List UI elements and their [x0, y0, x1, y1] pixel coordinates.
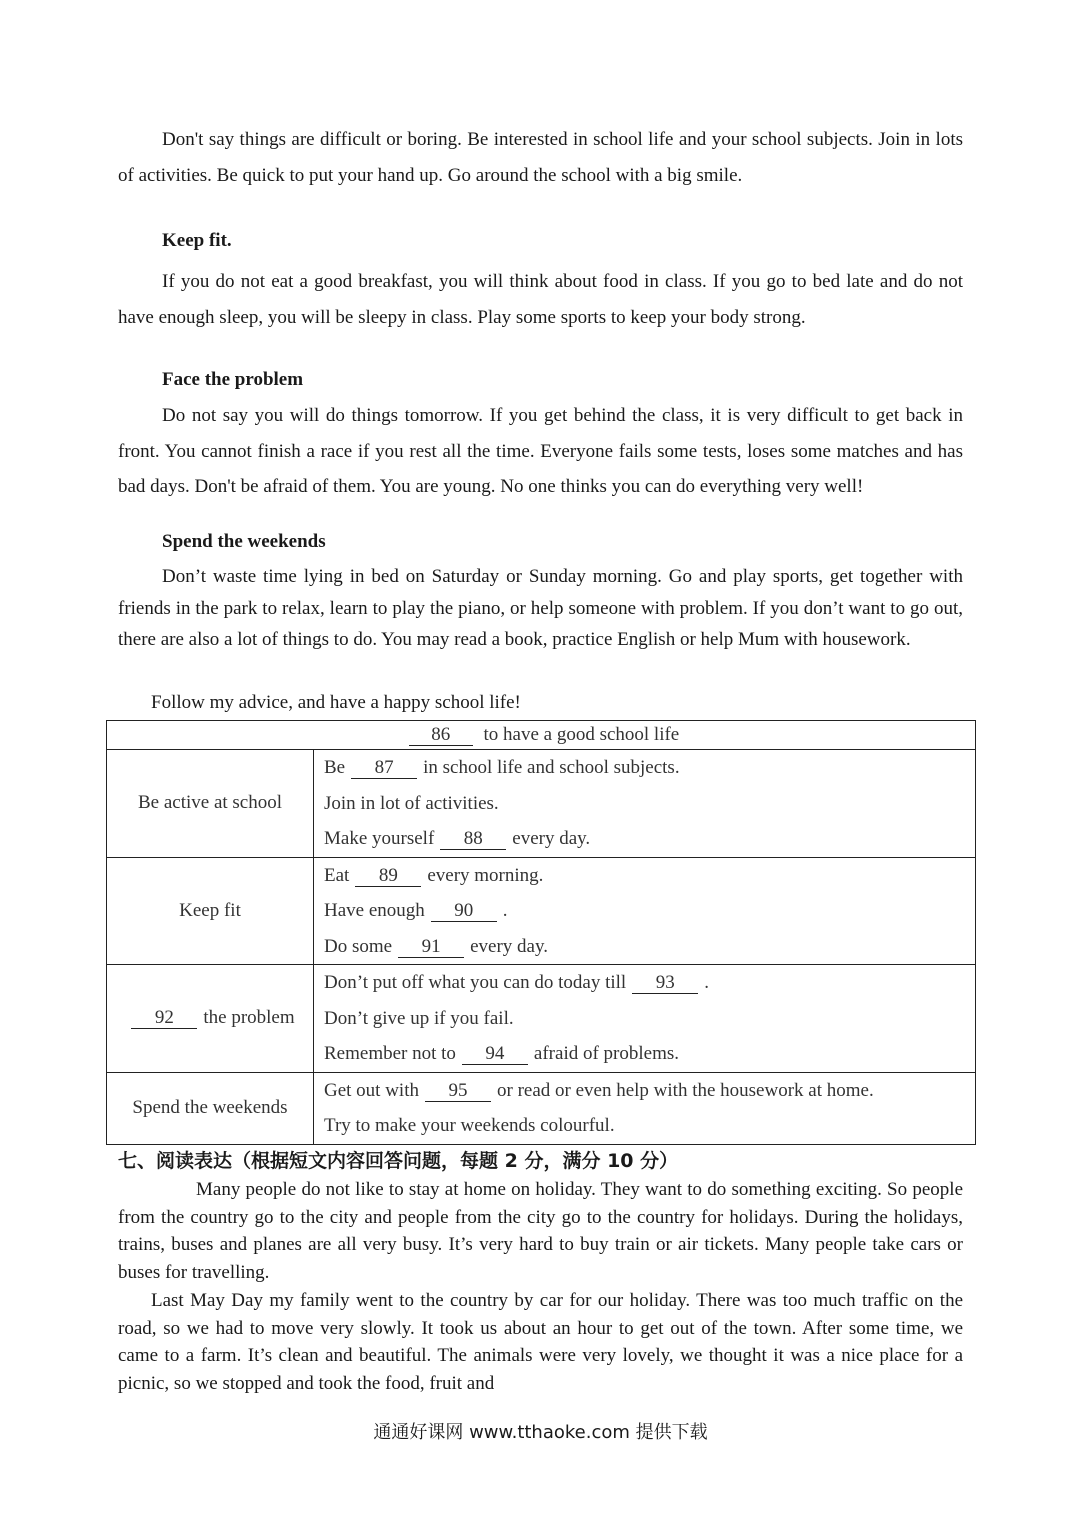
row-label: Be active at school	[137, 792, 283, 814]
blank-88[interactable]: 88	[440, 829, 506, 850]
summary-table	[106, 720, 976, 1145]
line-text-before: Do some	[324, 935, 393, 957]
line-text-after: .	[704, 972, 709, 993]
blank-93[interactable]: 93	[632, 973, 698, 994]
blank-87[interactable]: 87	[351, 758, 417, 779]
blank-92[interactable]: 92	[131, 1008, 197, 1029]
row-label: the problem	[203, 1007, 295, 1029]
table-line	[324, 858, 975, 894]
heading-keep-fit: Keep fit.	[162, 230, 232, 251]
row-content-cell	[314, 750, 976, 858]
line-text-after: every day.	[470, 935, 548, 957]
line-text-before: Be	[324, 757, 346, 778]
row-content-cell	[314, 965, 976, 1073]
table-line	[324, 750, 975, 786]
row-label-cell	[107, 750, 314, 858]
row-content-cell	[314, 857, 976, 965]
line-text-before: Join in lot of activities.	[324, 792, 499, 814]
row-label: Spend the weekends	[132, 1097, 288, 1118]
heading-face-the-problem: Face the problem	[162, 369, 304, 390]
line-text-before: Don’t give up if you fail.	[324, 1007, 514, 1029]
footer-watermark: 通通好课网 www.tthaoke.com 提供下载	[373, 1422, 708, 1443]
table-line	[324, 786, 975, 822]
section-7-paragraph-1: Many people do not like to stay at home on holiday. They want to do something exciting. So people from the country go to the city and people from the city go to the country for holidays. During the holidays, trains, buses and planes are all very busy. It’s very hard to buy train or air tickets. Many people take cars or buses for travelling.	[118, 1179, 963, 1283]
table-title-cell	[107, 721, 976, 750]
line-text-before: Make yourself	[324, 828, 435, 849]
line-text-after: afraid of problems.	[533, 1043, 680, 1064]
table-line	[324, 1001, 975, 1037]
blank-95[interactable]: 95	[425, 1081, 491, 1102]
passage-paragraph-4: Don’t waste time lying in bed on Saturday or Sunday morning. Go and play sports, get together with friends in the park to relax, learn to play the piano, or help someone with problem. If you don’t want to go out, there are also a lot of things to do. You may read a book, practice English or help Mum with housework.	[118, 566, 963, 650]
table-row	[107, 857, 976, 965]
table-line	[324, 929, 975, 965]
table-line	[324, 1073, 975, 1109]
line-text-before: Get out with	[324, 1079, 419, 1101]
row-label-cell	[107, 857, 314, 965]
blank-91[interactable]: 91	[398, 937, 464, 958]
table-line	[324, 1036, 975, 1072]
passage-paragraph-2: If you do not eat a good breakfast, you will think about food in class. If you go to bed late and do not have enough sleep, you will be sleepy in class. Play some sports to keep your body strong.	[118, 271, 963, 328]
heading-spend-the-weekends: Spend the weekends	[162, 531, 326, 552]
line-text-before: Try to make your weekends colourful.	[324, 1115, 615, 1136]
passage-paragraph-1: Don't say things are difficult or boring. Be interested in school life and your school subjects. Join in lots of activities. Be quick to put your hand up. Go around the school with a big smile.	[118, 129, 963, 186]
passage-paragraph-3: Do not say you will do things tomorrow. If you get behind the class, it is very difficult to get back in front. You cannot finish a race if you rest all the time. Everyone fails some tests, loses some matches and has bad days. Don't be afraid of them. You are young. No one thinks you can do everything very well!	[118, 405, 963, 497]
table-row	[107, 965, 976, 1073]
row-label-cell	[107, 965, 314, 1073]
table-title-row	[107, 721, 976, 750]
section-7-title: 七、阅读表达（根据短文内容回答问题，每题 2 分，满分 10 分）	[118, 1150, 679, 1172]
closing-line: Follow my advice, and have a happy school life!	[151, 692, 521, 713]
line-text-after: every morning.	[427, 864, 544, 886]
line-text-after: every day.	[512, 828, 591, 849]
line-text-before: Have enough	[324, 900, 425, 921]
blank-86[interactable]: 86	[409, 725, 473, 746]
table-row	[107, 1072, 976, 1144]
line-text-before: Eat	[324, 864, 350, 886]
blank-94[interactable]: 94	[462, 1044, 528, 1065]
line-text-after: or read or even help with the housework at home.	[497, 1079, 874, 1101]
row-label-cell	[107, 1072, 314, 1144]
line-text-before: Remember not to	[324, 1043, 456, 1064]
table-line	[324, 821, 975, 857]
table-row	[107, 750, 976, 858]
table-line	[324, 893, 975, 929]
line-text-after: .	[502, 900, 508, 921]
blank-90[interactable]: 90	[431, 901, 497, 922]
table-line	[324, 1108, 975, 1144]
blank-89[interactable]: 89	[355, 866, 421, 887]
row-content-cell	[314, 1072, 976, 1144]
line-text-before: Don’t put off what you can do today till	[324, 972, 627, 993]
section-7-paragraph-2: Last May Day my family went to the country by car for our holiday. There was too much traffic on the road, so we had to move very slowly. It took us about an hour to get out of the town. After some time, we came to a farm. It’s clean and beautiful. The animals were very lovely, we thought it was a nice place for a picnic, so we stopped and took the food, fruit and	[118, 1290, 963, 1394]
table-title-text: to have a good school life	[483, 724, 680, 745]
row-label: Keep fit	[179, 899, 241, 921]
line-text-after: in school life and school subjects.	[423, 757, 680, 778]
table-line	[324, 965, 975, 1001]
